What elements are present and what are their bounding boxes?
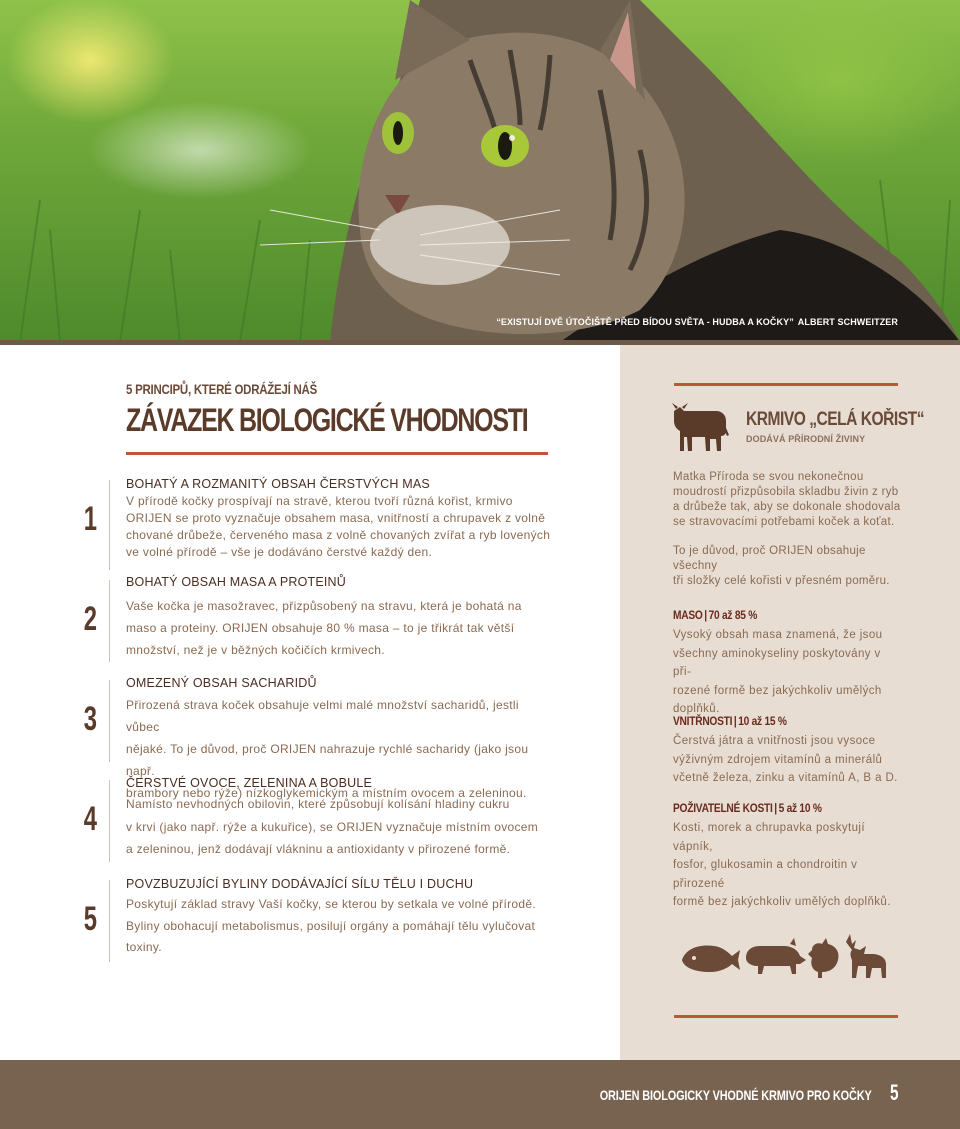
text-line: ORIJEN se proto vyznačuje obsahem masa, vnitřností a chrupavek z volně bbox=[126, 511, 546, 525]
section-bones bbox=[673, 801, 901, 912]
text-line: Vysoký obsah masa znamená, že jsou bbox=[673, 629, 883, 641]
text-line: formě bez jakýchkoliv umělých doplňků. bbox=[673, 896, 891, 908]
text-line: To je důvod, proč ORIJEN obsahuje všechny bbox=[673, 545, 866, 572]
section-text bbox=[673, 732, 901, 788]
panel-title: KRMIVO „CELÁ KOŘIST“ bbox=[746, 409, 924, 430]
text-line: nějaké. To je důvod, proč ORIJEN nahrazuje rychlé sacharidy (jako jsou např. bbox=[126, 742, 529, 778]
text-line: chované drůbeže, červeného masa z volně chovaných zvířat a ryb lovených bbox=[126, 528, 551, 542]
text-line: se stravovacími potřebami koček a koťat. bbox=[673, 516, 895, 528]
text-line: Vaše kočka je masožravec, přizpůsobený na stravu, která je bohatá na bbox=[126, 599, 522, 613]
principle-text bbox=[126, 595, 552, 661]
principle-number-2: 2 bbox=[83, 600, 97, 638]
principle-divider-4 bbox=[109, 780, 110, 862]
panel-paragraph-2 bbox=[673, 544, 901, 589]
principle-divider-1 bbox=[109, 480, 110, 570]
text-line: Čerstvá játra a vnitřnosti jsou vysoce bbox=[673, 735, 876, 747]
text-line: včetně železa, zinku a vitamínů A, B a D. bbox=[673, 772, 898, 784]
section-title: MASO | 70 až 85 % bbox=[673, 608, 758, 622]
section-range: 10 až 15 % bbox=[738, 714, 787, 728]
principle-title: POVZBUZUJÍCÍ BYLINY DODÁVAJÍCÍ SÍLU TĚLU I DUCHU bbox=[126, 877, 474, 891]
section-name: VNITŘNOSTI bbox=[673, 714, 733, 728]
principle-4 bbox=[126, 776, 552, 861]
text-line: výživným zdrojem vitamínů a minerálů bbox=[673, 753, 883, 766]
quote-text: “EXISTUJÍ DVĚ ÚTOČIŠTĚ PŘED BÍDOU SVĚTA - HUDBA A KOČKY” bbox=[496, 317, 794, 327]
chicken-icon bbox=[808, 938, 839, 978]
hero-quote bbox=[496, 317, 898, 327]
boar-icon bbox=[746, 938, 806, 974]
principle-title: BOHATÝ OBSAH MASA A PROTEINŮ bbox=[126, 575, 347, 589]
principle-2 bbox=[126, 575, 552, 661]
text-line: a zeleninou, jenž dodávají vlákninu a antioxidanty v přirozené formě. bbox=[126, 842, 511, 856]
principle-title: OMEZENÝ OBSAH SACHARIDŮ bbox=[126, 676, 317, 690]
text-line: brambory nebo rýže) nízkoglykemickým a místním ovocem a zeleninou. bbox=[126, 786, 527, 800]
text-line: v krvi (jako např. rýže a kukuřice), se ORIJEN vyznačuje místním ovocem bbox=[126, 819, 539, 834]
text-line: Kosti, morek a chrupavka poskytují vápník, bbox=[673, 822, 865, 853]
text-line: Matka Příroda se svou nekonečnou bbox=[673, 471, 864, 483]
panel-subtitle: DODÁVÁ PŘÍRODNÍ ŽIVINY bbox=[746, 434, 866, 444]
section-title: POŽIVATELNÉ KOSTI | 5 až 10 % bbox=[673, 801, 822, 815]
intro-lead: 5 PRINCIPŮ, KTERÉ ODRÁŽEJÍ NÁŠ bbox=[126, 381, 318, 397]
title-rule bbox=[126, 452, 548, 455]
page-title: ZÁVAZEK BIOLOGICKÉ VHODNOSTI bbox=[126, 402, 528, 438]
principle-text bbox=[126, 793, 552, 861]
text-line: toxiny. bbox=[126, 940, 162, 954]
principle-1 bbox=[126, 477, 552, 561]
text-line: množství, než je v běžných kočičích krmivech. bbox=[126, 643, 385, 657]
section-text bbox=[673, 819, 901, 912]
text-line: všechny aminokyseliny poskytovány v při- bbox=[673, 647, 881, 678]
panel-paragraph-1 bbox=[673, 470, 901, 530]
page-number: 5 bbox=[890, 1080, 899, 1105]
principle-text bbox=[126, 894, 552, 959]
principle-number-1: 1 bbox=[83, 500, 97, 538]
deer-icon bbox=[846, 934, 886, 978]
text-line: ve volné přírodě – vše je dodáváno čerstvé každý den. bbox=[126, 545, 433, 559]
principle-divider-3 bbox=[109, 680, 110, 762]
text-line: tři složky celé kořisti v přesném poměru. bbox=[673, 575, 890, 587]
whole-prey-panel bbox=[620, 345, 960, 1060]
quote-author: ALBERT SCHWEITZER bbox=[797, 317, 898, 327]
text-line: Byliny obohacují metabolismus, posilují orgány a pomáhají tělu vylučovat bbox=[126, 918, 536, 933]
footer-title: ORIJEN BIOLOGICKY VHODNÉ KRMIVO PRO KOČKY bbox=[600, 1087, 872, 1103]
section-text bbox=[673, 626, 901, 719]
cat-illustration bbox=[0, 0, 960, 342]
principle-divider-5 bbox=[109, 880, 110, 962]
section-name: MASO bbox=[673, 608, 703, 622]
page-footer bbox=[0, 1060, 960, 1129]
text-line: doplňků. bbox=[673, 703, 720, 715]
section-name: POŽIVATELNÉ KOSTI bbox=[673, 801, 773, 815]
cow-icon bbox=[670, 401, 730, 453]
principle-number-3: 3 bbox=[83, 700, 97, 738]
fish-icon bbox=[682, 946, 740, 972]
principle-divider-2 bbox=[109, 580, 110, 662]
panel-rule-top bbox=[674, 383, 898, 386]
animal-icons bbox=[680, 930, 900, 980]
text-line: fosfor, glukosamin a chondroitin v přirozené bbox=[673, 859, 858, 890]
text-line: Namísto nevhodných obilovin, které způsobují kolísání hladiny cukru bbox=[126, 797, 510, 811]
text-line: Poskytují základ stravy Vaší kočky, se kterou by setkala ve volné přírodě. bbox=[126, 897, 536, 911]
principle-number-4: 4 bbox=[83, 800, 97, 838]
text-line: maso a proteiny. ORIJEN obsahuje 80 % masa – to je třikrát tak větší bbox=[126, 621, 515, 635]
hero-photo bbox=[0, 0, 960, 342]
principle-number-5: 5 bbox=[83, 900, 97, 938]
section-meat bbox=[673, 608, 901, 719]
text-line: V přírodě kočky prospívají na stravě, kterou tvoří různá kořist, krmivo bbox=[126, 494, 513, 508]
panel-rule-bottom bbox=[674, 1015, 898, 1018]
section-range: 70 až 85 % bbox=[708, 608, 758, 622]
section-title: VNITŘNOSTI | 10 až 15 % bbox=[673, 714, 787, 728]
principle-5 bbox=[126, 877, 552, 959]
text-line: a drůbeže tak, aby se dokonale shodovala bbox=[673, 501, 901, 513]
principle-text bbox=[126, 493, 552, 561]
text-line: Přirozená strava koček obsahuje velmi malé množství sacharidů, jestli vůbec bbox=[126, 698, 519, 734]
section-organs bbox=[673, 714, 901, 788]
text-line: moudrostí přizpůsobila skladbu živin z ryb bbox=[673, 486, 899, 498]
section-range: 5 až 10 % bbox=[778, 801, 822, 815]
principle-title: ČERSTVÉ OVOCE, ZELENINA A BOBULE bbox=[126, 776, 373, 790]
text-line: rozené formě bez jakýchkoliv umělých bbox=[673, 684, 882, 697]
principle-title: BOHATÝ A ROZMANITÝ OBSAH ČERSTVÝCH MAS bbox=[126, 477, 430, 491]
